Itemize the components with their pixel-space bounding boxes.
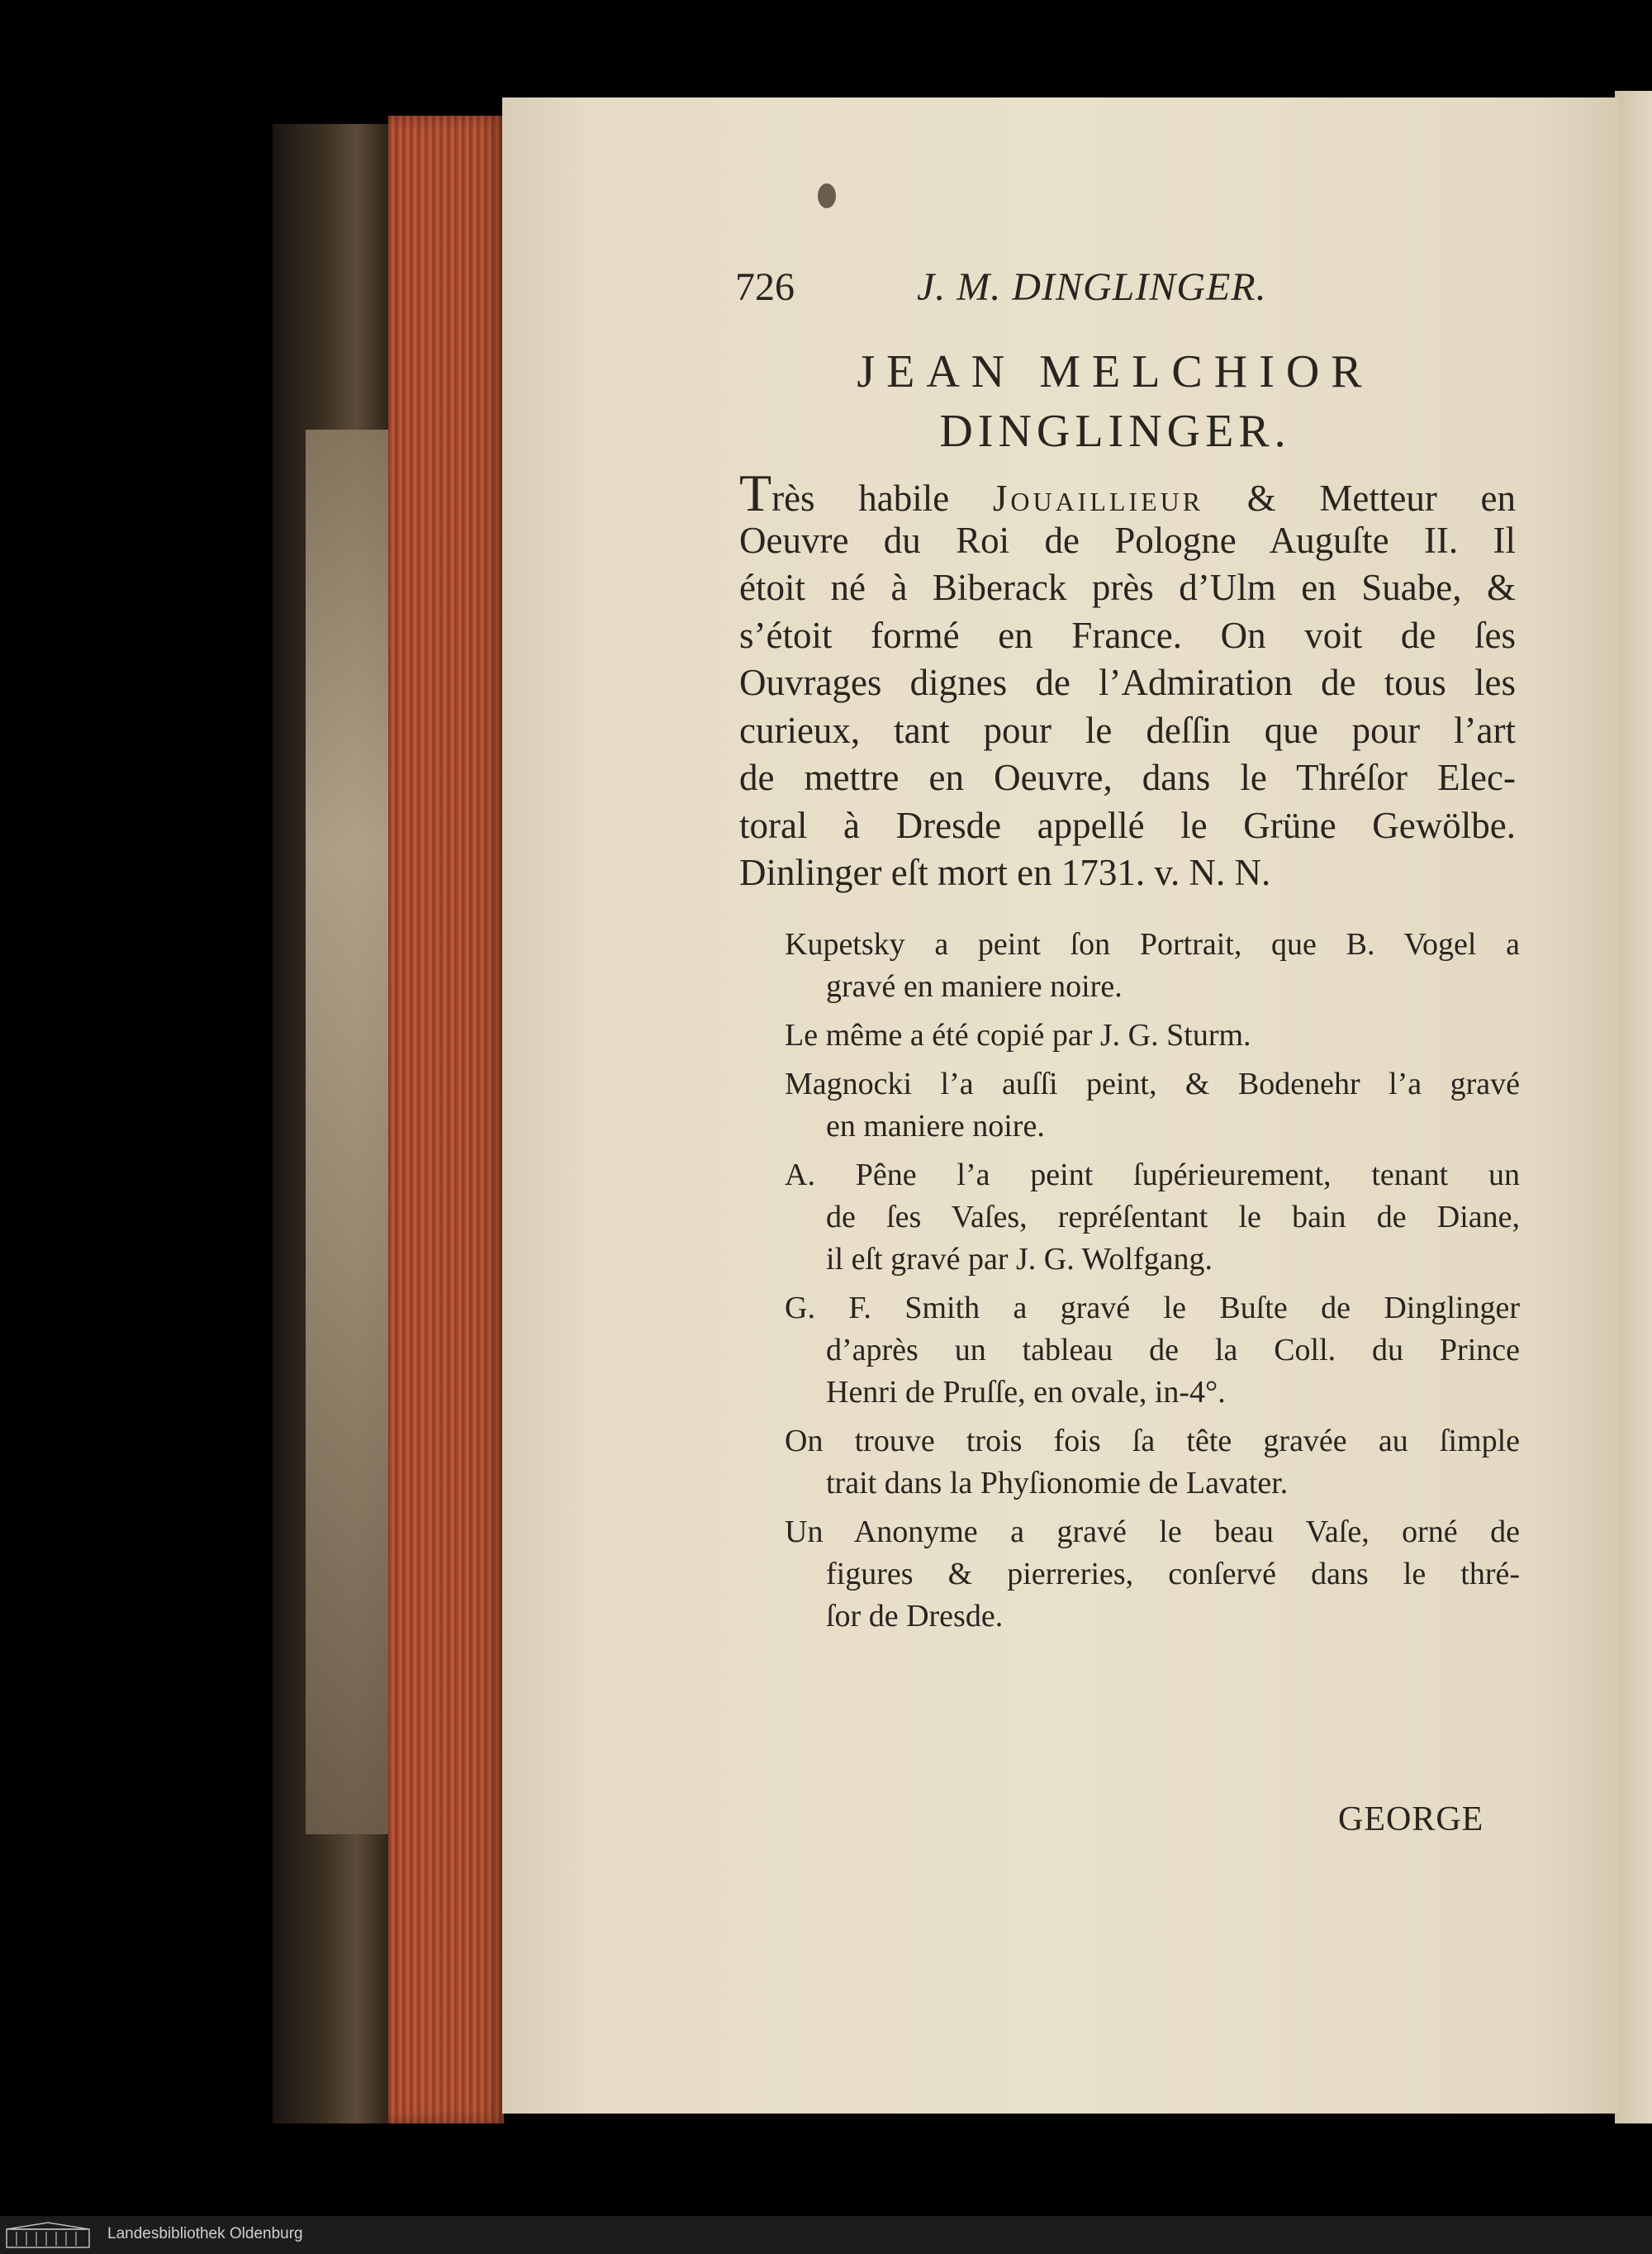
entry-line: Magnocki l’a auſſi peint, & Bodenehr l’a gravé: [785, 1067, 1520, 1101]
entry-line: d’après un tableau de la Coll. du Prince: [826, 1333, 1520, 1367]
entry-line: On trouve trois fois ſa tête gravée au ſimple: [785, 1424, 1520, 1458]
entry-line: A. Pêne l’a peint ſupérieurement, tenant un: [785, 1158, 1520, 1192]
portrait-entries: [785, 924, 1520, 1644]
body-line-5: Ouvrages dignes de l’Admiration de tous les: [739, 662, 1516, 703]
list-item: [785, 1015, 1520, 1057]
body-line-4: s’étoit formé en France. On voit de ſes: [739, 614, 1516, 656]
ink-spot: [818, 183, 836, 208]
running-title: J. M. DINGLINGER.: [917, 265, 1267, 309]
footer-bar: [0, 2216, 1652, 2254]
page-edges: [388, 116, 504, 2123]
body-line-8: toral à Dresde appellé le Grüne Gewölbe.: [739, 804, 1516, 846]
entry-line: de ſes Vaſes, repréſentant le bain de Diane,: [826, 1200, 1520, 1234]
library-building-icon: [5, 2221, 96, 2249]
body-text-span: rès habile: [771, 478, 993, 519]
jeweller-smallcaps: Jouaillieur: [992, 478, 1204, 519]
body-text-span: & Metteur en: [1203, 478, 1516, 519]
body-line-9: Dinlinger eſt mort en 1731. v. N. N.: [739, 852, 1271, 893]
entry-line: il eſt gravé par J. G. Wolfgang.: [826, 1242, 1213, 1277]
entry-line: G. F. Smith a gravé le Buſte de Dinglinger: [785, 1291, 1520, 1325]
entry-line: ſor de Dresde.: [826, 1599, 1004, 1633]
entry-line: figures & pierreries, conſervé dans le thré-: [826, 1557, 1520, 1591]
entry-line: Kupetsky a peint ſon Portrait, que B. Vogel a: [785, 927, 1520, 962]
facing-page-edge: [1615, 91, 1652, 2123]
entry-heading-line-2: DINGLINGER.: [939, 406, 1291, 457]
entry-heading-line-1: JEAN MELCHIOR: [857, 346, 1374, 397]
entry-line: Le même a été copié par J. G. Sturm.: [785, 1018, 1251, 1053]
catchword: GEORGE: [1338, 1800, 1484, 1838]
running-head: [735, 264, 1479, 314]
entry-line: Henri de Pruſſe, en ovale, in-4°.: [826, 1375, 1226, 1410]
body-line-7: de mettre en Oeuvre, dans le Thréſor Elec-: [739, 757, 1516, 798]
body-line-2: Oeuvre du Roi de Pologne Auguſte II. Il: [739, 519, 1516, 561]
entry-line: Un Anonyme a gravé le beau Vaſe, orné de: [785, 1515, 1520, 1549]
entry-line: en maniere noire.: [826, 1109, 1045, 1144]
list-item: [785, 1511, 1520, 1638]
page-number: 726: [735, 265, 795, 309]
biography-paragraph: [739, 464, 1516, 897]
list-item: [785, 1287, 1520, 1414]
library-name: Landesbibliothek Oldenburg: [107, 2225, 303, 2242]
body-line-3: étoit né à Biberack près d’Ulm en Suabe, &: [739, 567, 1516, 608]
list-item: [785, 924, 1520, 1008]
drop-cap: T: [739, 464, 772, 522]
body-line-1: [739, 464, 1516, 522]
body-line-6: curieux, tant pour le deſſin que pour l’art: [739, 709, 1516, 751]
list-item: [785, 1154, 1520, 1281]
list-item: [785, 1063, 1520, 1148]
entry-line: gravé en maniere noire.: [826, 969, 1123, 1004]
entry-line: trait dans la Phyſionomie de Lavater.: [826, 1466, 1289, 1500]
list-item: [785, 1420, 1520, 1505]
book-cover-board: [306, 430, 396, 1834]
